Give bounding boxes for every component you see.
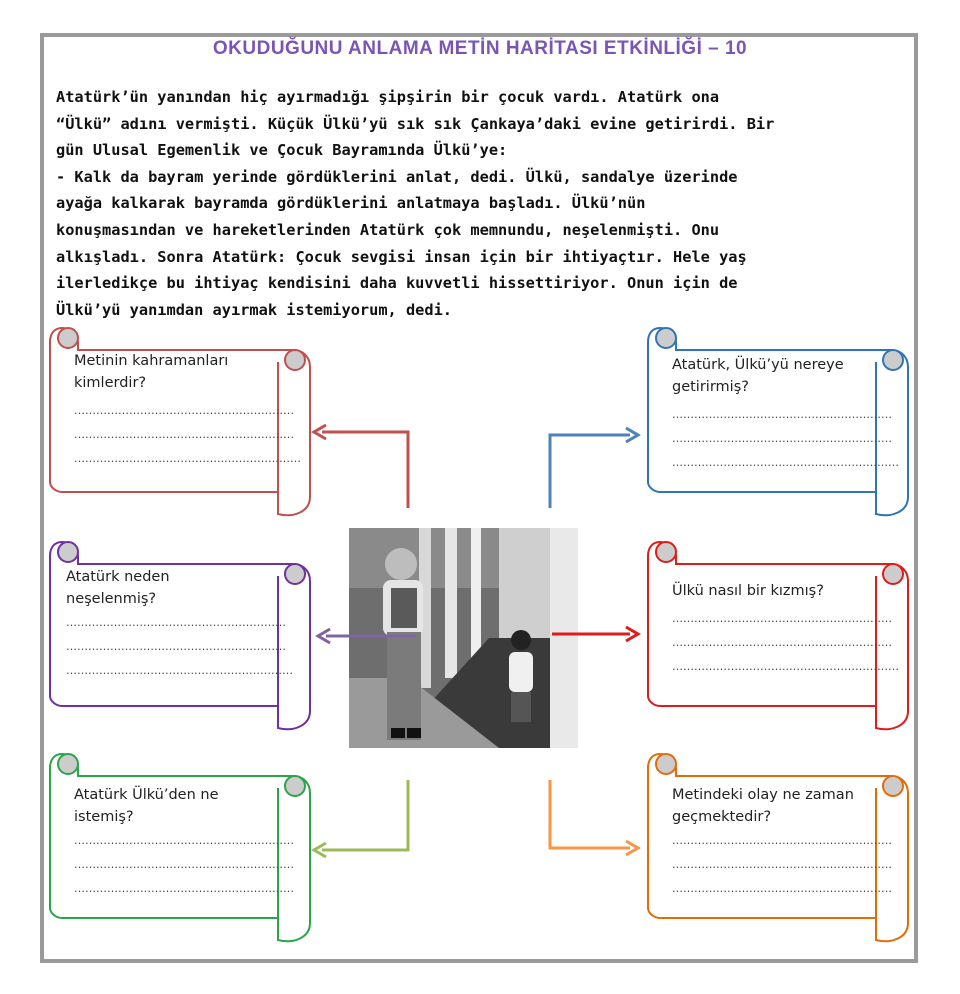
- question-text: Atatürk Ülkü’den ne istemiş?: [74, 787, 219, 825]
- answer-line[interactable]: ……………………………………………………: [672, 636, 892, 649]
- question-text: Ülkü nasıl bir kızmış?: [672, 583, 824, 599]
- story-line: ilerledikçe bu ihtiyaç kendisini daha kuvvetli hissettiriyor. Onun için de: [56, 274, 738, 293]
- story-line: “Ülkü” adını vermişti. Küçük Ülkü’yü sık sık Çankaya’daki evine getirirdi. Bir: [56, 114, 775, 133]
- page-title: OKUDUĞUNU ANLAMA METİN HARİTASI ETKİNLİĞİ – 10: [212, 38, 748, 59]
- answer-line[interactable]: ……………………………………………………: [672, 612, 892, 625]
- answer-line[interactable]: ……………………………………………………: [672, 834, 892, 847]
- arrow-what-wanted: [322, 780, 408, 850]
- answer-line[interactable]: ……………………………………………………: [66, 616, 286, 629]
- answer-line[interactable]: ……………………………………………………: [74, 858, 294, 871]
- story-line: gün Ulusal Egemenlik ve Çocuk Bayramında Ülkü’ye:: [56, 141, 508, 160]
- answer-line[interactable]: …………………………………..…………………: [74, 452, 301, 465]
- arrow-heroes: [322, 432, 408, 508]
- answer-line[interactable]: ……………………………..………………………: [66, 664, 293, 677]
- story-line: konuşmasından ve hareketlerinden Atatürk çok memnundu, neşelenmişti. Onu: [56, 220, 720, 239]
- story-line: ayağa kalkarak bayramda gördüklerini anlatmaya başladı. Ülkü’nün: [56, 194, 646, 213]
- question-text: Metindeki olay ne zaman geçmektedir?: [672, 787, 854, 825]
- answer-line[interactable]: ……………………………………………………: [74, 834, 294, 847]
- answer-line[interactable]: ……………………………………………………: [672, 882, 892, 895]
- answer-line[interactable]: ……………………………………………………: [74, 428, 294, 441]
- answer-line[interactable]: ……………………………………………………: [66, 640, 286, 653]
- question-text: Atatürk neden neşelenmiş?: [66, 569, 170, 607]
- answer-line[interactable]: ……………………………………………………: [672, 858, 892, 871]
- answer-line[interactable]: ……………………………………………………: [74, 404, 294, 417]
- answer-line[interactable]: ……………………………………………………: [672, 432, 892, 445]
- arrow-where: [550, 435, 630, 508]
- answer-line[interactable]: …………………………..…………………………: [672, 456, 899, 469]
- answer-line[interactable]: ……………………………………………………: [74, 882, 294, 895]
- story-line: Ülkü’yü yanımdan ayırmak istemiyorum, dedi.: [56, 300, 453, 319]
- answer-line[interactable]: …………………………..…………………………: [672, 660, 899, 673]
- story-line: Atatürk’ün yanından hiç ayırmadığı şipşirin bir çocuk vardı. Atatürk ona: [56, 88, 720, 106]
- arrow-when: [550, 780, 630, 848]
- answer-line[interactable]: ……………………………………………………: [672, 408, 892, 421]
- question-text: Metinin kahramanları kimlerdir?: [74, 353, 229, 391]
- story-line: - Kalk da bayram yerinde gördüklerini anlat, dedi. Ülkü, sandalye üzerinde: [56, 167, 738, 186]
- story-line: alkışladı. Sonra Atatürk: Çocuk sevgisi insan için bir ihtiyaçtır. Hele yaş: [56, 247, 747, 266]
- question-text: Atatürk, Ülkü’yü nereye getirirmiş?: [672, 357, 844, 395]
